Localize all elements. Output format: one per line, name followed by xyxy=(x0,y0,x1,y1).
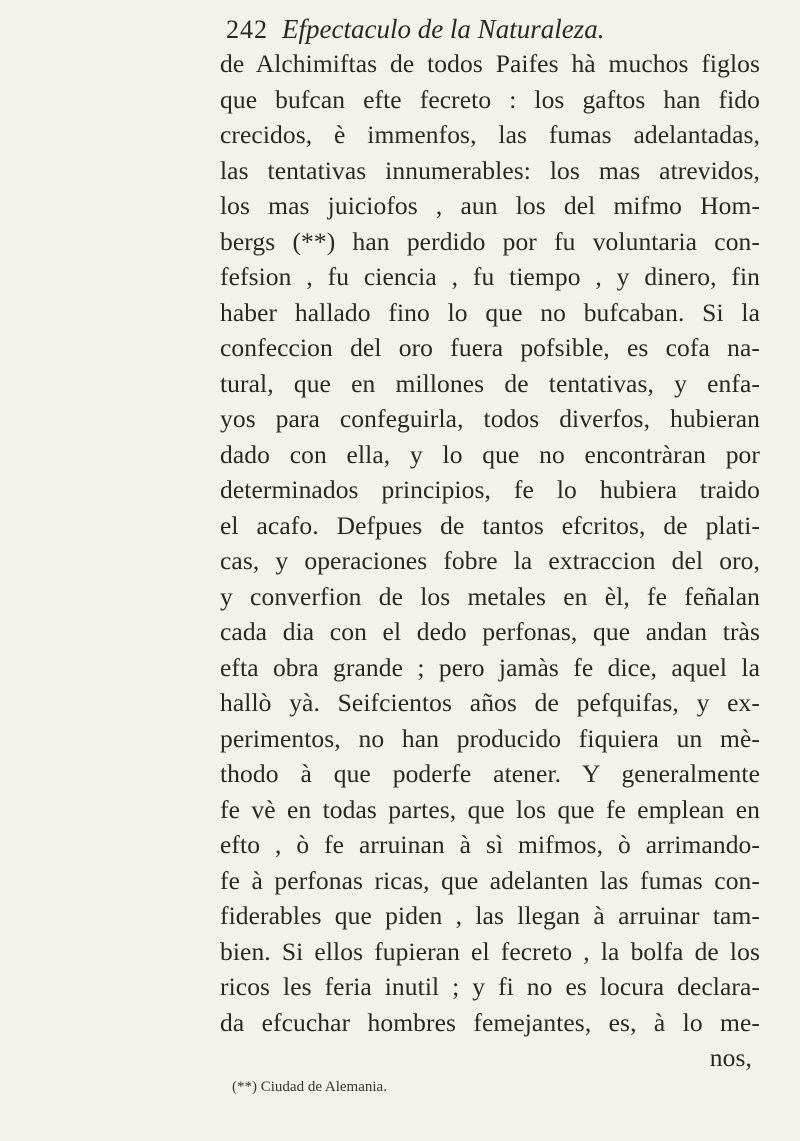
text-line: de Alchimiftas de todos Paifes hà muchos figlos xyxy=(220,49,760,78)
text-line: haber hallado fino lo que no bufcaban. Si la xyxy=(220,297,760,327)
text-line: el acafo. Defpues de tantos efcritos, de plati- xyxy=(220,510,760,540)
text-line: cada dia con el dedo perfonas, que andan tràs xyxy=(220,617,760,646)
text-line: efta obra grande ; pero jamàs fe dice, aquel la xyxy=(220,652,760,682)
running-title: Efpectaculo de la Naturaleza. xyxy=(282,14,605,44)
text-line: determinados principios, fe lo hubiera traido xyxy=(220,475,760,504)
catchword: nos, xyxy=(709,1043,752,1072)
text-line: efto , ò fe arruinan à sì mifmos, ò arrimando- xyxy=(220,830,760,859)
text-line: perimentos, no han producido fiquiera un mè- xyxy=(220,723,760,753)
text-line: fe vè en todas partes, que los que fe emplean en xyxy=(220,794,760,824)
text-line: tural, que en millones de tentativas, y enfa- xyxy=(220,368,760,398)
text-line: bien. Si ellos fupieran el fecreto , la bolfa de los xyxy=(220,936,760,966)
text-line: y converfion de los metales en èl, fe feñalan xyxy=(220,581,760,611)
text-line: fefsion , fu ciencia , fu tiempo , y dinero, fin xyxy=(220,262,760,291)
text-line: dado con ella, y lo que no encontràran por xyxy=(220,439,760,469)
text-line: fe à perfonas ricas, que adelanten las fumas con- xyxy=(220,865,760,895)
text-line: da efcuchar hombres femejantes, es, à lo me- xyxy=(220,1007,760,1037)
footnote: (**) Ciudad de Alemania. xyxy=(232,1079,387,1095)
text-line: yos para confeguirla, todos diverfos, hubieran xyxy=(220,404,760,433)
running-head xyxy=(226,12,746,46)
text-line: los mas juiciofos , aun los del mifmo Hom- xyxy=(220,191,760,220)
page-number: 242 xyxy=(226,15,268,44)
text-line: crecidos, è immenfos, las fumas adelantadas, xyxy=(220,120,760,149)
text-line: hallò yà. Seifcientos años de pefquifas, y ex- xyxy=(220,688,760,717)
text-line: bergs (**) han perdido por fu voluntaria con- xyxy=(220,226,760,256)
text-line: las tentativas innumerables: los mas atrevidos, xyxy=(220,155,760,185)
body-text xyxy=(220,46,760,1076)
text-line: confeccion del oro fuera pofsible, es cofa na- xyxy=(220,333,760,362)
text-line: cas, y operaciones fobre la extraccion del oro, xyxy=(220,546,760,575)
text-line: que bufcan efte fecreto : los gaftos han fido xyxy=(220,84,760,114)
text-line: ricos les feria inutil ; y fi no es locura declara- xyxy=(220,972,760,1001)
text-line: thodo à que poderfe atener. Y generalmente xyxy=(220,759,760,788)
text-line: fiderables que piden , las llegan à arruinar tam- xyxy=(220,901,760,930)
